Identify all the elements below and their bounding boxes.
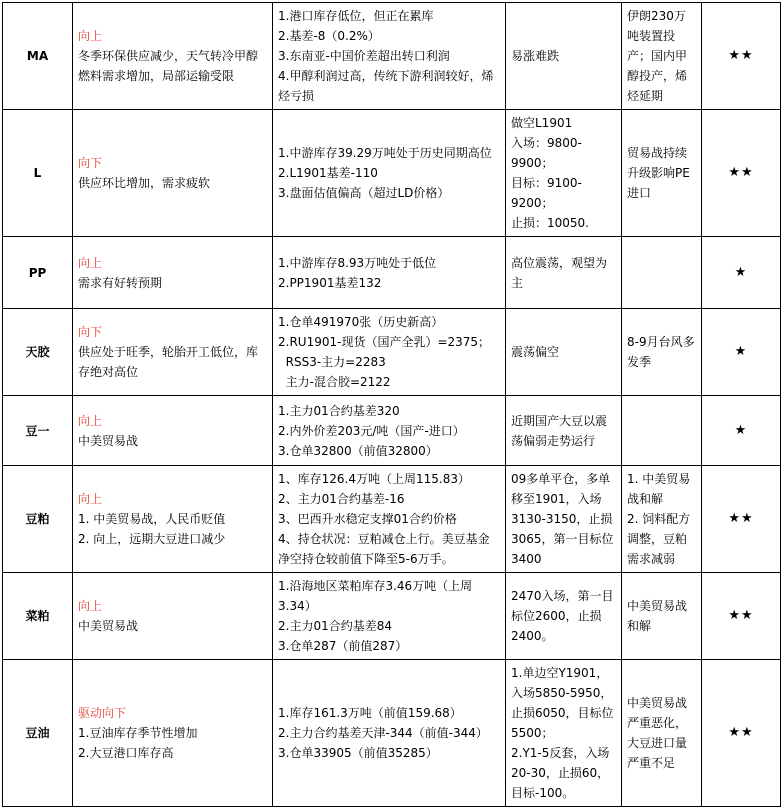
factor-line: 1、库存126.4万吨（上周115.83） bbox=[278, 472, 470, 486]
factors-cell bbox=[273, 573, 506, 660]
driver-cell bbox=[73, 466, 273, 573]
factor-line: 2.基差-8（0.2%） bbox=[278, 29, 380, 43]
strategy-cell bbox=[506, 110, 622, 237]
factor-line: 2.PP1901基差132 bbox=[278, 275, 382, 290]
table-row bbox=[3, 573, 781, 660]
strategy-cell bbox=[506, 309, 622, 396]
strategy-cell bbox=[506, 3, 622, 110]
risk-cell bbox=[622, 396, 702, 466]
factor-line: 2、主力01合约基差-16 bbox=[278, 492, 405, 506]
risk-line: 8-9月台风多发季 bbox=[627, 335, 695, 369]
star-rating: ★★ bbox=[702, 110, 781, 237]
commodity-name: PP bbox=[3, 237, 73, 309]
table-row bbox=[3, 660, 781, 807]
factor-line: 2.L1901基差-110 bbox=[278, 166, 378, 180]
factors-cell bbox=[273, 396, 506, 466]
driver-reason: 供应环比增加，需求疲软 bbox=[78, 176, 211, 190]
driver-cell bbox=[73, 110, 273, 237]
strategy-cell bbox=[506, 237, 622, 309]
driver-reason: 中美贸易战 bbox=[78, 433, 139, 448]
strategy-cell bbox=[506, 573, 622, 660]
factors-cell bbox=[273, 3, 506, 110]
driver-cell bbox=[73, 660, 273, 807]
risk-line: 中美贸易战严重恶化，大豆进口量严重不足 bbox=[627, 696, 688, 770]
direction-label: 向上 bbox=[78, 492, 103, 506]
strategy-line: 震荡偏空 bbox=[511, 345, 560, 359]
strategy-line: 09多单平仓，多单移至1901，入场3130-3150，止损3065，第一目标位3400 bbox=[511, 472, 614, 566]
strategy-line: 目标：9100-9200； bbox=[511, 176, 582, 210]
commodity-name: MA bbox=[3, 3, 73, 110]
strategy-line: 2.Y1-5反套，入场20-30，止损60，目标-100。 bbox=[511, 746, 610, 800]
table-row bbox=[3, 110, 781, 237]
table-row bbox=[3, 237, 781, 309]
factor-line: 1.中游库存39.29万吨处于历史同期高位 bbox=[278, 146, 492, 160]
factor-line: 3.仓单287（前值287） bbox=[278, 639, 408, 653]
driver-cell bbox=[73, 309, 273, 396]
factor-line: 4.甲醇利润过高，传统下游利润较好，烯烃亏损 bbox=[278, 69, 494, 103]
driver-reason: 中美贸易战 bbox=[78, 619, 139, 633]
commodity-strategy-table bbox=[2, 2, 781, 807]
factors-cell bbox=[273, 110, 506, 237]
star-rating: ★ bbox=[702, 396, 781, 466]
factor-line: 1.港口库存低位，但正在累库 bbox=[278, 9, 434, 23]
driver-cell bbox=[73, 3, 273, 110]
driver-reason: 需求有好转预期 bbox=[78, 275, 163, 290]
star-rating: ★ bbox=[702, 237, 781, 309]
driver-reason: 供应处于旺季，轮胎开工低位，库存绝对高位 bbox=[78, 345, 259, 379]
star-rating: ★ bbox=[702, 309, 781, 396]
risk-line: 2. 饲料配方调整，豆粕需求减弱 bbox=[627, 512, 691, 566]
strategy-line: 易涨难跌 bbox=[511, 49, 560, 63]
strategy-line: 入场：9800-9900； bbox=[511, 136, 582, 170]
risk-cell bbox=[622, 237, 702, 309]
direction-label: 向上 bbox=[78, 255, 103, 270]
direction-label: 向下 bbox=[78, 325, 103, 339]
factor-line: 1.库存161.3万吨（前值159.68） bbox=[278, 706, 462, 720]
strategy-line: 高位震荡，观望为主 bbox=[511, 255, 608, 290]
strategy-cell bbox=[506, 466, 622, 573]
factors-cell bbox=[273, 466, 506, 573]
direction-label: 向上 bbox=[78, 29, 103, 43]
factor-line: 1.主力01合约基差320 bbox=[278, 403, 400, 418]
table-row bbox=[3, 466, 781, 573]
strategy-line: 止损：10050. bbox=[511, 216, 589, 230]
star-rating: ★★ bbox=[702, 573, 781, 660]
factor-line: 主力-混合胶=2122 bbox=[278, 375, 391, 389]
driver-reason: 2.大豆港口库存高 bbox=[78, 746, 174, 760]
direction-label: 向下 bbox=[78, 156, 103, 170]
factor-line: 2.主力01合约基差84 bbox=[278, 619, 392, 633]
risk-line: 伊朗230万吨装置投产；国内甲醇投产，烯烃延期 bbox=[627, 9, 688, 103]
risk-line: 中美贸易战和解 bbox=[627, 599, 688, 633]
factor-line: 1.沿海地区菜粕库存3.46万吨（上周3.34） bbox=[278, 579, 473, 613]
strategy-line: 2470入场，第一目标位2600，止损2400。 bbox=[511, 589, 614, 643]
factor-line: 3.盘面估值偏高（超过LD价格） bbox=[278, 186, 450, 200]
factor-line: RSS3-主力=2283 bbox=[278, 355, 386, 369]
star-rating: ★★ bbox=[702, 466, 781, 573]
direction-label: 向上 bbox=[78, 413, 103, 428]
driver-reason: 冬季环保供应减少，天气转冷甲醇燃料需求增加，局部运输受限 bbox=[78, 49, 259, 83]
driver-cell bbox=[73, 573, 273, 660]
risk-line: 贸易战持续升级影响PE进口 bbox=[627, 146, 690, 200]
risk-cell bbox=[622, 466, 702, 573]
commodity-name: 豆油 bbox=[3, 660, 73, 807]
risk-cell bbox=[622, 573, 702, 660]
factor-line: 1.中游库存8.93万吨处于低位 bbox=[278, 255, 437, 270]
table-row bbox=[3, 309, 781, 396]
factor-line: 3.仓单33905（前值35285） bbox=[278, 746, 438, 760]
factor-line: 4、持仓状况：豆粕减仓上行。美豆基金净空持仓较前值下降至5-6万手。 bbox=[278, 532, 490, 566]
driver-reason: 2. 向上，远期大豆进口减少 bbox=[78, 532, 226, 546]
risk-cell bbox=[622, 660, 702, 807]
driver-cell bbox=[73, 237, 273, 309]
table-row bbox=[3, 396, 781, 466]
driver-reason: 1.豆油库存季节性增加 bbox=[78, 726, 198, 740]
table-row bbox=[3, 3, 781, 110]
risk-line: 1. 中美贸易战和解 bbox=[627, 472, 691, 506]
factors-cell bbox=[273, 309, 506, 396]
commodity-name: 豆粕 bbox=[3, 466, 73, 573]
strategy-line: 近期国产大豆以震荡偏弱走势运行 bbox=[511, 413, 608, 448]
direction-label: 向上 bbox=[78, 599, 103, 613]
strategy-line: 1.单边空Y1901，入场5850-5950，止损6050，目标位5500； bbox=[511, 666, 614, 740]
star-rating: ★★ bbox=[702, 660, 781, 807]
strategy-cell bbox=[506, 396, 622, 466]
factor-line: 3、巴西升水稳定支撑01合约价格 bbox=[278, 512, 457, 526]
factor-line: 2.内外价差203元/吨（国产-进口） bbox=[278, 423, 465, 438]
commodity-name: L bbox=[3, 110, 73, 237]
factor-line: 3.东南亚-中国价差超出转口利润 bbox=[278, 49, 450, 63]
risk-cell bbox=[622, 110, 702, 237]
factor-line: 3.仓单32800（前值32800） bbox=[278, 443, 438, 458]
factors-cell bbox=[273, 660, 506, 807]
factors-cell bbox=[273, 237, 506, 309]
direction-label: 驱动向下 bbox=[78, 706, 127, 720]
factor-line: 1.仓单491970张（历史新高） bbox=[278, 315, 444, 329]
factor-line: 2.RU1901-现货（国产全乳）=2375； bbox=[278, 335, 491, 349]
commodity-name: 菜粕 bbox=[3, 573, 73, 660]
commodity-name: 豆一 bbox=[3, 396, 73, 466]
factor-line: 2.主力合约基差天津-344（前值-344） bbox=[278, 726, 488, 740]
star-rating: ★★ bbox=[702, 3, 781, 110]
risk-cell bbox=[622, 309, 702, 396]
strategy-cell bbox=[506, 660, 622, 807]
driver-reason: 1. 中美贸易战，人民币贬值 bbox=[78, 512, 226, 526]
commodity-name: 天胶 bbox=[3, 309, 73, 396]
risk-cell bbox=[622, 3, 702, 110]
strategy-line: 做空L1901 bbox=[511, 116, 573, 130]
driver-cell bbox=[73, 396, 273, 466]
